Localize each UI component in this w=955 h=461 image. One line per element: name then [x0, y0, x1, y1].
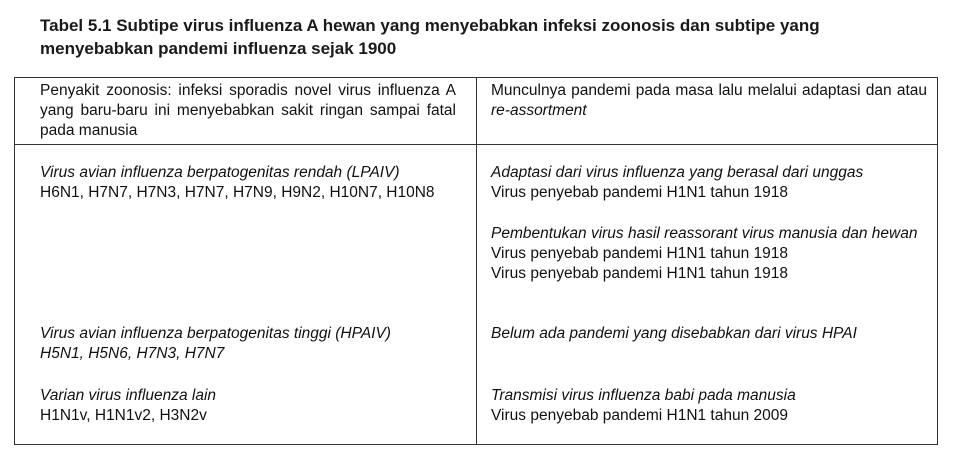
- right-entry-line: Virus penyebab pandemi H1N1 tahun 1918: [491, 184, 789, 201]
- right-entry-heading: Transmisi virus influenza babi pada manusia: [491, 387, 796, 404]
- left-entry-heading: Varian virus influenza lain: [40, 387, 217, 404]
- right-entry-swine: [491, 386, 927, 426]
- right-entry-heading: Adaptasi dari virus influenza yang berasal dari unggas: [491, 164, 864, 181]
- left-entry-variant: [40, 386, 456, 426]
- left-entry-body: H1N1v, H1N1v2, H3N2v: [40, 407, 207, 424]
- left-entry-body: H6N1, H7N7, H7N3, H7N7, H7N9, H9N2, H10N7, H10N8: [40, 184, 435, 201]
- left-entry-body: H5N1, H5N6, H7N3, H7N7: [40, 345, 225, 362]
- left-entry-heading: Virus avian influenza berpatogenitas tinggi (HPAIV): [40, 325, 391, 342]
- left-entry-lpaiv: [40, 163, 456, 203]
- right-entry-heading: Pembentukan virus hasil reassorant virus manusia dan hewan: [491, 225, 918, 242]
- left-entry-hpaiv: [40, 324, 456, 364]
- right-entry-heading: Belum ada pandemi yang disebabkan dari virus HPAI: [491, 325, 857, 342]
- table-title: Tabel 5.1 Subtipe virus influenza A hewan yang menyebabkan infeksi zoonosis dan subtipe yang menyebabkan pandemi influenza sejak 1900: [40, 16, 820, 58]
- right-entry-reassortant: [491, 224, 927, 284]
- right-entry-no-hpai: [491, 324, 927, 344]
- right-entry-line: Virus penyebab pandemi H1N1 tahun 2009: [491, 407, 789, 424]
- header-right-cell: [491, 81, 927, 121]
- data-table: [14, 77, 938, 445]
- header-right-text: Munculnya pandemi pada masa lalu melalui adaptasi dan atau: [491, 82, 927, 99]
- right-entry-line: Virus penyebab pandemi H1N1 tahun 1918: [491, 265, 789, 282]
- right-entry-adaptation: [491, 163, 927, 203]
- left-entry-heading: Virus avian influenza berpatogenitas rendah (LPAIV): [40, 164, 400, 181]
- header-right-italic: re-assortment: [491, 102, 587, 119]
- right-entry-line: Virus penyebab pandemi H1N1 tahun 1918: [491, 245, 789, 262]
- column-divider: [476, 78, 477, 444]
- header-left-cell: Penyakit zoonosis: infeksi sporadis novel virus influenza A yang baru-baru ini menyebabkan sakit ringan sampai fatal pada manusia: [40, 82, 456, 139]
